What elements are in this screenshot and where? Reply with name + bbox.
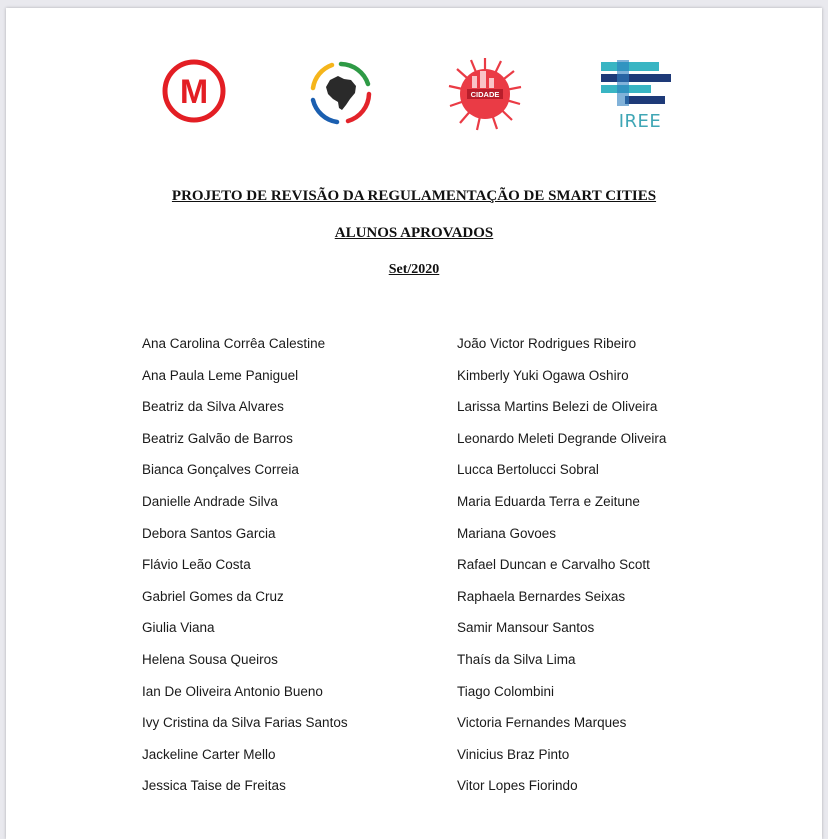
student-name: Ana Paula Leme Paniguel (142, 367, 299, 383)
student-name: Giulia Viana (142, 620, 215, 636)
iree-logo (595, 60, 671, 134)
student-name: Gabriel Gomes da Cruz (142, 588, 284, 604)
student-name: Tiago Colombini (457, 683, 555, 699)
student-name: Beatriz Galvão de Barros (142, 430, 293, 446)
student-name: Victoria Fernandes Marques (457, 715, 627, 731)
document-date: Set/2020 (388, 262, 440, 277)
brazil-map-logo (306, 58, 376, 128)
student-name: Ivy Cristina da Silva Farias Santos (142, 715, 348, 731)
student-name: Samir Mansour Santos (457, 620, 595, 636)
student-name: Larissa Martins Belezi de Oliveira (457, 399, 658, 415)
document-title: PROJETO DE REVISÃO DA REGULAMENTAÇÃO DE SMART CITIES (171, 188, 657, 204)
student-name: Danielle Andrade Silva (142, 493, 278, 509)
student-name: Helena Sousa Queiros (142, 651, 278, 667)
student-name: Vitor Lopes Fiorindo (457, 778, 578, 794)
student-name: Debora Santos Garcia (142, 525, 276, 541)
student-name: Raphaela Bernardes Seixas (457, 588, 626, 604)
student-name: Thaís da Silva Lima (457, 651, 576, 667)
student-name: Mariana Govoes (457, 525, 557, 541)
student-name: Leonardo Meleti Degrande Oliveira (457, 430, 667, 446)
cidade-label: CIDADE (470, 90, 500, 99)
students-column-left (142, 335, 348, 809)
document-subtitle: ALUNOS APROVADOS (334, 225, 494, 241)
student-name: Rafael Duncan e Carvalho Scott (457, 557, 650, 573)
student-name: Jackeline Carter Mello (142, 746, 276, 762)
student-name: Ana Carolina Corrêa Calestine (142, 336, 326, 351)
student-name: Lucca Bertolucci Sobral (457, 462, 599, 478)
student-name: Flávio Leão Costa (142, 557, 251, 573)
cidade-logo (445, 54, 525, 134)
student-name: Vinicius Braz Pinto (457, 746, 570, 762)
student-name: Kimberly Yuki Ogawa Oshiro (457, 367, 629, 383)
iree-mark (595, 60, 671, 110)
iree-label: IREE (618, 111, 662, 132)
document-page (6, 8, 822, 839)
student-name: Bianca Gonçalves Correia (142, 462, 299, 478)
student-name: Jessica Taise de Freitas (142, 778, 286, 794)
student-name: Ian De Oliveira Antonio Bueno (142, 683, 323, 699)
student-name: João Victor Rodrigues Ribeiro (457, 336, 637, 351)
mackenzie-letter: M (179, 73, 209, 111)
student-name: Maria Eduarda Terra e Zeitune (457, 493, 640, 509)
student-name: Beatriz da Silva Alvares (142, 399, 284, 415)
mackenzie-logo (161, 58, 227, 124)
students-column-right (457, 335, 666, 809)
